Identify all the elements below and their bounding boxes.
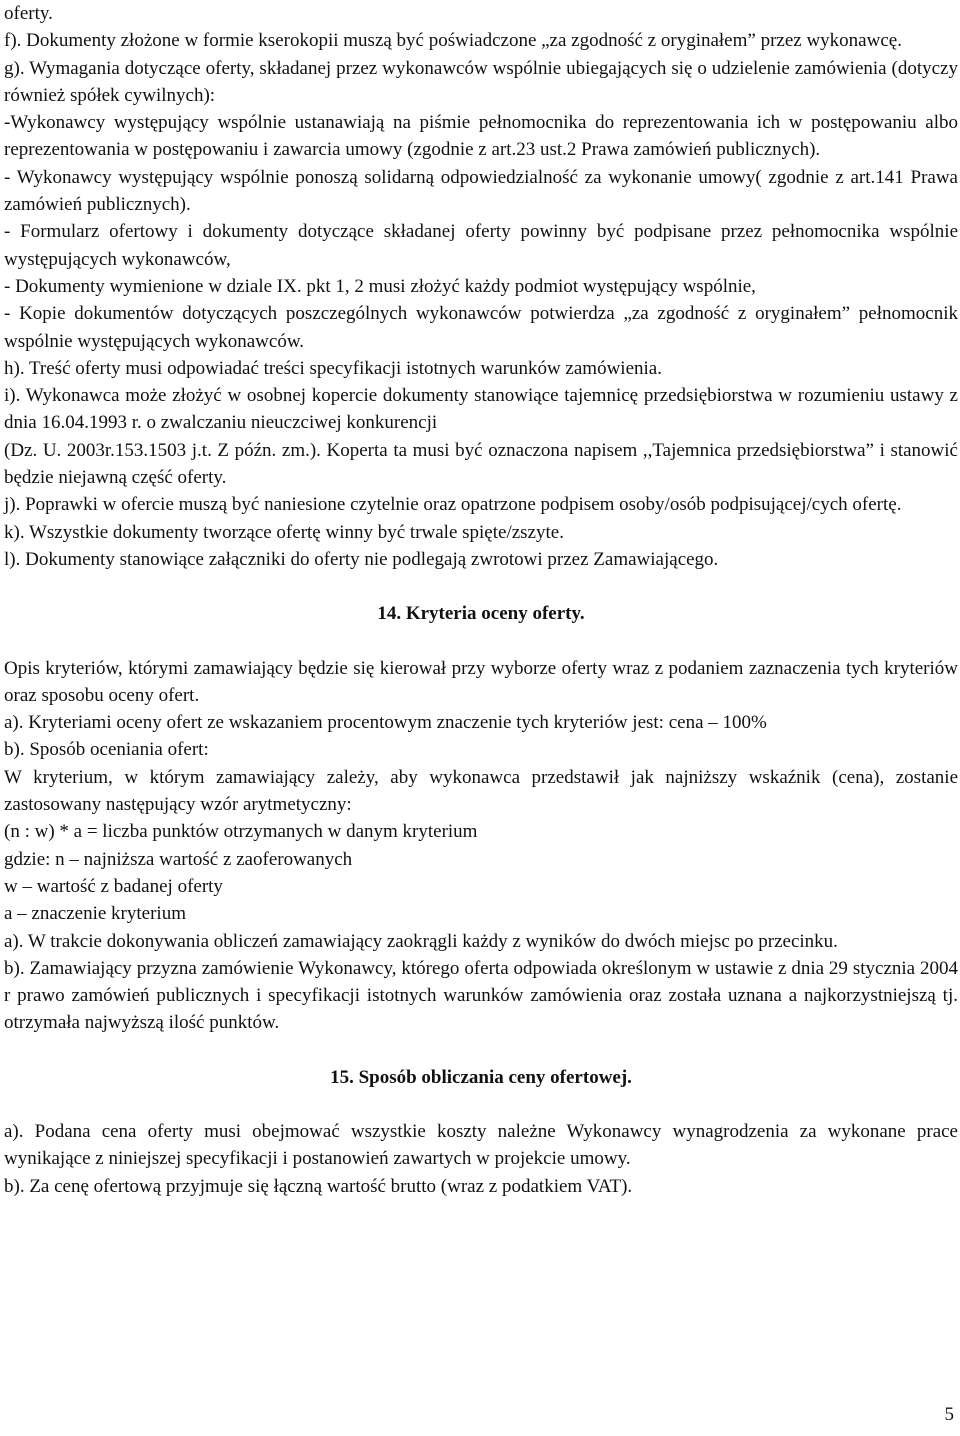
paragraph-l: l). Dokumenty stanowiące załączniki do oferty nie podlegają zwrotowi przez Zamawiającego.	[4, 548, 719, 570]
section-spacer	[4, 628, 958, 655]
paragraph-g-pelnomocnik: -Wykonawcy występujący wspólnie ustanawiają na piśmie pełnomocnika do reprezentowania ich w postępowaniu albo reprezentowania w postępowaniu i zawarcia umowy (zgodnie z art.23 ust.2 Prawa zamówień publicznych).	[4, 112, 958, 161]
paragraph-f: f). Dokumenty złożone w formie kserokopii muszą być poświadczone „za zgodność z oryginałem” przez wykonawcę.	[4, 30, 902, 52]
paragraph-g-formularz: - Formularz ofertowy i dokumenty dotyczące składanej oferty powinny być podpisane przez pełnomocnika wspólnie występujących wykonawców,	[4, 221, 958, 270]
formula-legend-a: a – znaczenie kryterium	[4, 903, 186, 925]
paragraph-g-solidarna: - Wykonawcy występujący wspólnie ponoszą solidarną odpowiedzialność za wykonanie umowy( zgodnie z art.141 Prawa zamówień publicznych).	[4, 166, 958, 216]
paragraph-przyznanie: b). Zamawiający przyzna zamówienie Wykonawcy, którego oferta odpowiada określonym w ustawie z dnia 29 stycznia 2004 r prawo zamówień publicznych i specyfikacji istotnych warunków zamówienia oraz została uznana a najkorzystniejszą tj. otrzymała najwyższą ilość punktów.	[4, 957, 958, 1034]
formula-legend-w: w – wartość z badanej oferty	[4, 875, 223, 897]
paragraph-kryteria-b: b). Sposób oceniania ofert:	[4, 739, 209, 761]
section-spacer	[4, 573, 958, 600]
paragraph-i: i). Wykonawca może złożyć w osobnej kopercie dokumenty stanowiące tajemnicę przedsiębiorstwa w rozumieniu ustawy z dnia 16.04.1993 r. o zwalczaniu nieuczciwej konkurencji	[4, 385, 958, 434]
document-page	[4, 0, 958, 1200]
paragraph-opis-kryteriow: Opis kryteriów, którymi zamawiający będzie się kierował przy wyborze oferty wraz z podaniem zaznaczenia tych kryteriów oraz sposobu oceny ofert.	[4, 657, 958, 706]
paragraph-kryteria-a: a). Kryteriami oceny ofert ze wskazaniem procentowym znaczenie tych kryteriów jest: cena – 100%	[4, 712, 767, 734]
formula-legend-n: gdzie: n – najniższa wartość z zaoferowanych	[4, 848, 353, 870]
paragraph-cena-a: a). Podana cena oferty musi obejmować wszystkie koszty należne Wykonawcy wynagrodzenia za wykonane prace wynikające z niniejszej specyfikacji i postanowień zawartych w projekcie umowy.	[4, 1120, 958, 1170]
paragraph-j: j). Poprawki w ofercie muszą być naniesione czytelnie oraz opatrzone podpisem osoby/osób podpisującej/cych ofertę.	[4, 494, 902, 516]
section-heading-14: 14. Kryteria oceny oferty.	[377, 603, 585, 625]
paragraph-g: g). Wymagania dotyczące oferty, składanej przez wykonawców wspólnie ubiegających się o udzielenie zamówienia (dotyczy również spółek cywilnych):	[4, 57, 958, 106]
paragraph-h: h). Treść oferty musi odpowiadać treści specyfikacji istotnych warunków zamówienia.	[4, 357, 662, 379]
paragraph-g-dokumenty: - Dokumenty wymienione w dziale IX. pkt 1, 2 musi złożyć każdy podmiot występujący wspólnie,	[4, 275, 756, 297]
section-spacer	[4, 1091, 958, 1118]
paragraph-kryterium-cena: W kryterium, w którym zamawiający zależy, aby wykonawca przedstawił jak najniższy wskaźnik (cena), zostanie zastosowany następujący wzór arytmetyczny:	[4, 766, 958, 816]
paragraph-i-koperta: (Dz. U. 2003r.153.1503 j.t. Z późn. zm.). Koperta ta musi być oznaczona napisem ,,Tajemnica przedsiębiorstwa” i stanowić będzie niejawną część oferty.	[4, 439, 958, 489]
paragraph-k: k). Wszystkie dokumenty tworzące ofertę winny być trwale spięte/zszyte.	[4, 521, 564, 543]
formula-line: (n : w) * a = liczba punktów otrzymanych w danym kryterium	[4, 821, 478, 843]
page-number: 5	[944, 1404, 954, 1425]
paragraph-zaokraglenie: a). W trakcie dokonywania obliczeń zamawiający zaokrągli każdy z wyników do dwóch miejsc po przecinku.	[4, 930, 838, 952]
paragraph-continuation: oferty.	[4, 3, 53, 24]
section-heading-15: 15. Sposób obliczania ceny ofertowej.	[330, 1066, 632, 1088]
paragraph-cena-b: b). Za cenę ofertową przyjmuje się łączną wartość brutto (wraz z podatkiem VAT).	[4, 1175, 633, 1197]
section-spacer	[4, 1037, 958, 1064]
paragraph-g-kopie: - Kopie dokumentów dotyczących poszczególnych wykonawców potwierdza „za zgodność z oryginałem” pełnomocnik wspólnie występujących wykonawców.	[4, 303, 958, 352]
